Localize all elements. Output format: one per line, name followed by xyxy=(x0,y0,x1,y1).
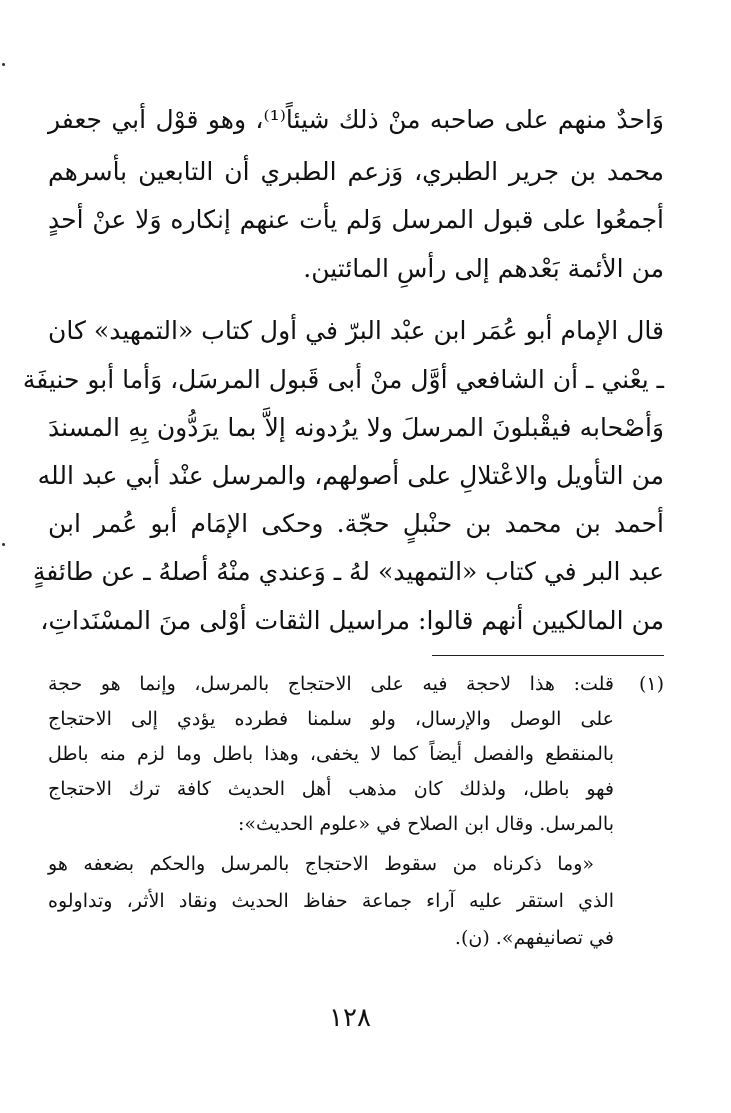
main-line: عبد البر في كتاب «التمهيد» لهُ ـ وَعندي منْهُ أصلهُ ـ عن طائفةٍ xyxy=(32,557,664,586)
footnote-line: بالمرسل. وقال ابن الصلاح في «علوم الحديث»: xyxy=(238,813,614,835)
footnote-line: فهو باطل، ولذلك كان مذهب أهل الحديث كافة ترك الاحتجاج xyxy=(48,778,614,800)
main-line: من المالكيين أنهم قالوا: مراسيل الثقات أوْلى منَ المسْنَداتِ، xyxy=(40,606,664,635)
main-line: محمد بن جرير الطبري، وَزعم الطبري أن التابعين بأسرهم xyxy=(48,157,664,186)
scan-mark xyxy=(2,63,5,66)
main-line: أحمد بن محمد بن حنْبلٍ حجّة. وحكى الإمَام أبو عُمر ابن xyxy=(48,509,664,538)
footnote-quote-line: «وما ذكرناه من سقوط الاحتجاج بالمرسل والحكم بضعفه هو xyxy=(48,853,594,875)
main-line: من الأئمة بَعْدهم إلى رأسِ المائتين. xyxy=(303,254,664,283)
main-line: أجمعُوا على قبول المرسل وَلم يأت عنهم إنكاره وَلا عنْ أحدٍ xyxy=(48,205,664,234)
footnote-line: قلت: هذا لاحجة فيه على الاحتجاج بالمرسل، وإنما هو حجة xyxy=(48,673,614,695)
footnote-line: على الوصل والإرسال، ولو سلمنا فطرده يؤدي إلى الاحتجاج xyxy=(48,708,614,730)
page-number: ١٢٨ xyxy=(329,1003,371,1033)
footnote-quote-line: الذي استقر عليه آراء جماعة حفاظ الحديث ونقاد الأثر، وتداولوه xyxy=(48,890,614,912)
footnote-number: (١) xyxy=(638,673,664,695)
scan-mark xyxy=(2,543,5,546)
main-line: وَاحدٌ منهم على صاحبه منْ ذلك شيئاً⁽¹⁾، وهو قوْل أبي جعفر xyxy=(48,105,664,134)
footnote-separator xyxy=(432,655,664,656)
main-line: من التأويل والاعْتلالِ على أصولهم، والمرسل عنْد أبي عبد الله xyxy=(37,461,664,490)
footnote-line: بالمنقطع والفصل أيضاً كما لا يخفى، وهذا باطل وما لزم منه باطل xyxy=(48,743,614,765)
footnote-quote-line: في تصانيفهم». (ن). xyxy=(454,927,614,949)
main-line: قال الإمام أبو عُمَر ابن عبْد البرّ في أول كتاب «التمهيد» كان xyxy=(48,316,664,345)
main-line: ـ يعْني ـ أن الشافعي أوَّل منْ أبى قَبول المرسَل، وَأما أبو حنيفَة xyxy=(22,365,664,394)
main-line: وَأصْحابه فيقْبلونَ المرسلَ ولا يرُدونه إلاَّ بما يرَدُّون بِهِ المسندَ xyxy=(48,413,664,442)
